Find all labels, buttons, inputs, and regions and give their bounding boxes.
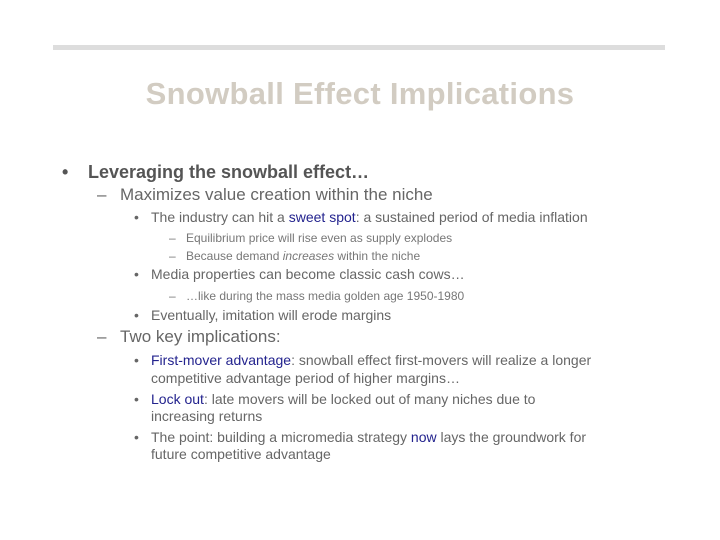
bullet-marker: • bbox=[134, 352, 139, 368]
bullet-text: The industry can hit a sweet spot: a sustained period of media inflation bbox=[151, 209, 588, 225]
highlight-now: now bbox=[410, 429, 437, 445]
dash-marker: – bbox=[97, 327, 107, 346]
bullet-marker: • bbox=[134, 429, 139, 445]
bullet-text: Equilibrium price will rise even as supply explodes bbox=[186, 231, 453, 245]
bullet-text: First-mover advantage: snowball effect first-movers will realize a longer bbox=[151, 352, 592, 368]
bullet-marker: • bbox=[134, 266, 139, 282]
dash-marker: – bbox=[169, 249, 176, 263]
bullet-marker: • bbox=[134, 209, 139, 225]
slide-title: Snowball Effect Implications bbox=[145, 76, 575, 111]
bullet-marker: • bbox=[62, 162, 69, 182]
bullet-text: Because demand increases within the niche bbox=[186, 249, 421, 263]
bullet-marker: • bbox=[134, 391, 139, 407]
bullet-first-mover-cont: competitive advantage period of higher margins… bbox=[151, 370, 460, 386]
bullet-text: Maximizes value creation within the niche bbox=[120, 185, 433, 204]
bullet-lock-out-cont: increasing returns bbox=[151, 408, 263, 424]
emphasis-increases: increases bbox=[282, 249, 335, 263]
bullet-text: The point: building a micromedia strategy now lays the groundwork for bbox=[151, 429, 587, 445]
bullet-text: Media properties can become classic cash cows… bbox=[151, 266, 465, 282]
dash-marker: – bbox=[97, 185, 107, 204]
bullet-marker: • bbox=[134, 307, 139, 323]
highlight-first-mover: First-mover advantage bbox=[151, 352, 292, 368]
bullet-text: Two key implications: bbox=[120, 327, 281, 346]
highlight-lock-out: Lock out bbox=[151, 391, 204, 407]
bullet-the-point-cont: future competitive advantage bbox=[151, 446, 331, 462]
bullet-text: Eventually, imitation will erode margins bbox=[151, 307, 392, 323]
bullet-text: Lock out: late movers will be locked out of many niches due to bbox=[151, 391, 536, 407]
bullet-text: Leveraging the snowball effect… bbox=[88, 162, 370, 182]
highlight-sweet-spot: sweet spot bbox=[288, 209, 356, 225]
dash-marker: – bbox=[169, 289, 176, 303]
top-rule bbox=[53, 45, 665, 50]
dash-marker: – bbox=[169, 231, 176, 245]
bullet-text: …like during the mass media golden age 1950-1980 bbox=[186, 289, 465, 303]
